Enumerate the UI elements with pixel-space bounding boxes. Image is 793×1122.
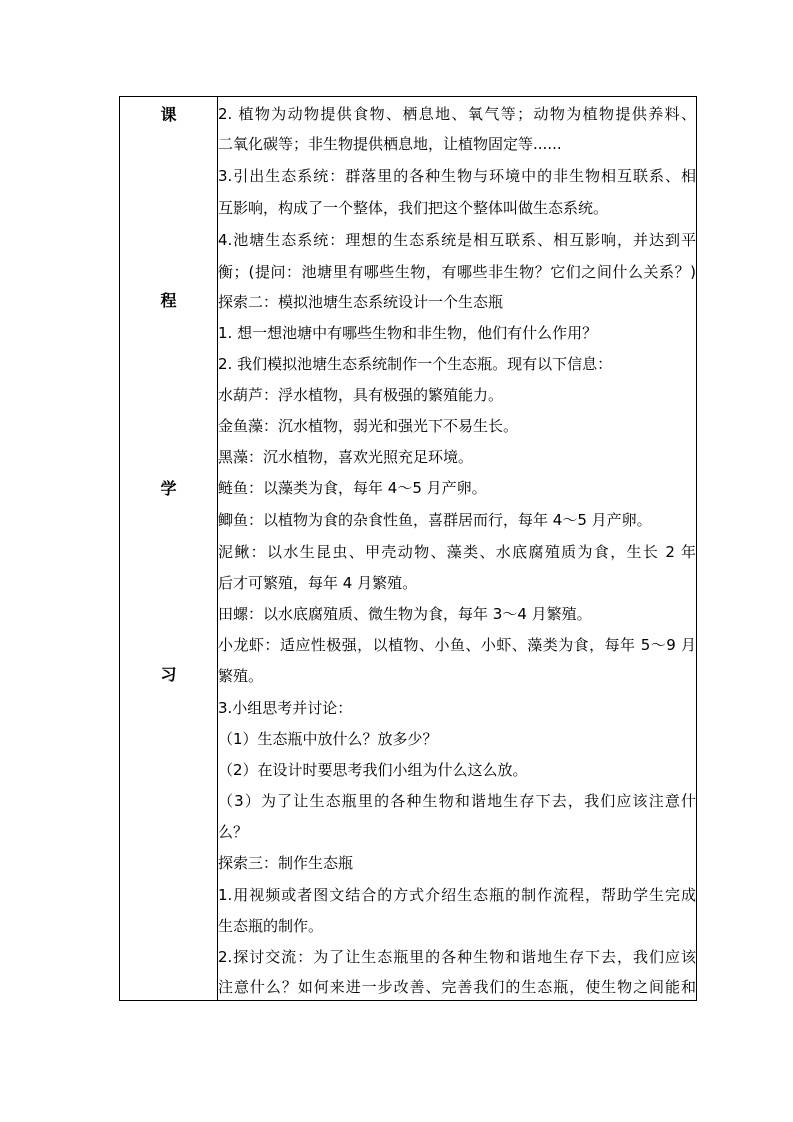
text-line-2: 二氧化碳等；非生物提供栖息地，让植物固定等...... (218, 135, 562, 153)
side-label-char-3: 学 (160, 479, 177, 498)
side-label-char-4: 习 (160, 665, 177, 684)
text-line-15: 泥鳅：以水生昆虫、甲壳动物、藻类、水底腐殖质为食，生长 2 年 (218, 543, 696, 561)
text-line-26: 1.用视频或者图文结合的方式介绍生态瓶的制作流程，帮助学生完成 (218, 886, 696, 904)
text-line-23: （3）为了让生态瓶里的各种生物和谐地生存下去，我们应该注意什 (218, 792, 696, 810)
text-line-18: 小龙虾：适应性极强，以植物、小鱼、小虾、藻类为食，每年 5～9 月 (218, 636, 696, 654)
text-line-10: 水葫芦：浮水植物，具有极强的繁殖能力。 (218, 386, 504, 404)
text-line-12: 黑藻：沉水植物，喜欢光照充足环境。 (218, 448, 474, 466)
text-line-29: 注意什么？如何来进一步改善、完善我们的生态瓶，使生物之间能和 (218, 978, 696, 996)
text-line-9: 2. 我们模拟池塘生态系统制作一个生态瓶。现有以下信息： (218, 355, 613, 373)
text-line-13: 鲢鱼：以藻类为食，每年 4～5 月产卵。 (218, 479, 487, 497)
text-line-17: 田螺：以水底腐殖质、微生物为食，每年 3～4 月繁殖。 (218, 605, 592, 623)
text-line-21: （1）生态瓶中放什么？放多少？ (218, 730, 438, 748)
text-line-5: 4.池塘生态系统：理想的生态系统是相互联系、相互影响，并达到平 (218, 231, 696, 249)
text-line-24: 么？ (218, 823, 249, 841)
text-line-3: 3.引出生态系统：群落里的各种生物与环境中的非生物相互联系、相 (218, 167, 696, 185)
side-label-char-1: 课 (160, 105, 177, 124)
text-line-7: 探索二：模拟池塘生态系统设计一个生态瓶 (218, 293, 504, 311)
text-line-1: 2. 植物为动物提供食物、栖息地、氧气等；动物为植物提供养料、 (218, 105, 696, 123)
text-line-6: 衡；(提问：池塘里有哪些生物，有哪些非生物？它们之间什么关系？) (218, 263, 696, 281)
text-line-20: 3.小组思考并讨论： (218, 699, 353, 717)
text-line-8: 1. 想一想池塘中有哪些生物和非生物，他们有什么作用？ (218, 324, 598, 342)
text-line-22: （2）在设计时要思考我们小组为什么这么放。 (218, 761, 528, 779)
text-line-16: 后才可繁殖，每年 4 月繁殖。 (218, 574, 418, 592)
side-label-char-2: 程 (160, 291, 177, 310)
text-line-19: 繁殖。 (218, 667, 264, 685)
text-line-4: 互影响，构成了一个整体，我们把这个整体叫做生态系统。 (218, 199, 609, 217)
lesson-table (119, 96, 697, 1001)
text-line-11: 金鱼藻：沉水植物，弱光和强光下不易生长。 (218, 417, 519, 435)
text-line-28: 2.探讨交流：为了让生态瓶里的各种生物和谐地生存下去，我们应该 (218, 948, 696, 966)
text-line-14: 鲫鱼：以植物为食的杂食性鱼，喜群居而行，每年 4～5 月产卵。 (218, 511, 652, 529)
text-line-25: 探索三：制作生态瓶 (218, 854, 354, 872)
text-line-27: 生态瓶的制作。 (218, 917, 324, 935)
